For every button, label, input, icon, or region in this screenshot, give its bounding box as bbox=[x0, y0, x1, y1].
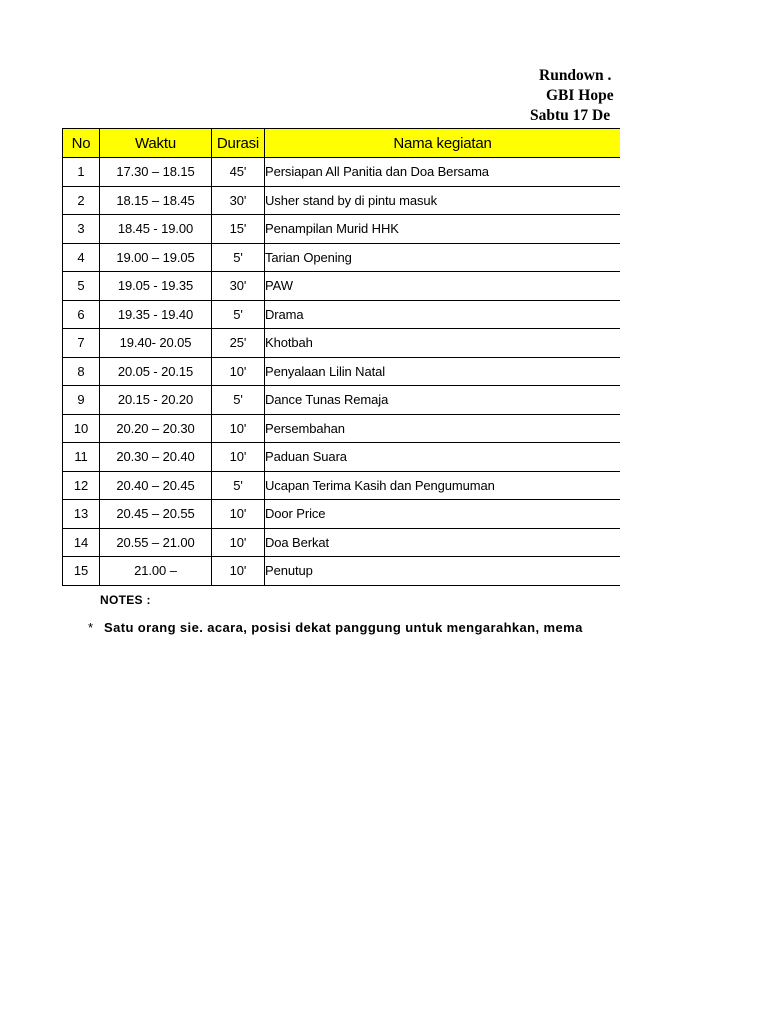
title-line-2: GBI Hope bbox=[546, 87, 614, 104]
cell-nama-kegiatan: Drama bbox=[265, 300, 621, 329]
cell-durasi: 45' bbox=[212, 158, 265, 187]
cell-waktu: 21.00 – bbox=[100, 557, 212, 586]
cell-no: 8 bbox=[63, 357, 100, 386]
table-row bbox=[63, 158, 621, 187]
cell-durasi: 10' bbox=[212, 528, 265, 557]
column-header-durasi: Durasi bbox=[212, 129, 265, 158]
cell-durasi: 5' bbox=[212, 386, 265, 415]
cell-nama-kegiatan: Dance Tunas Remaja bbox=[265, 386, 621, 415]
cell-no: 1 bbox=[63, 158, 100, 187]
cell-no: 6 bbox=[63, 300, 100, 329]
table-row bbox=[63, 215, 621, 244]
cell-waktu: 17.30 – 18.15 bbox=[100, 158, 212, 187]
cell-durasi: 5' bbox=[212, 243, 265, 272]
cell-waktu: 20.05 - 20.15 bbox=[100, 357, 212, 386]
column-header-no: No bbox=[63, 129, 100, 158]
note-bullet: * bbox=[88, 620, 94, 635]
cell-nama-kegiatan: Paduan Suara bbox=[265, 443, 621, 472]
table-row bbox=[63, 414, 621, 443]
cell-nama-kegiatan: Persiapan All Panitia dan Doa Bersama bbox=[265, 158, 621, 187]
cell-no: 10 bbox=[63, 414, 100, 443]
table-row bbox=[63, 300, 621, 329]
cell-no: 2 bbox=[63, 186, 100, 215]
cell-waktu: 19.35 - 19.40 bbox=[100, 300, 212, 329]
cell-durasi: 15' bbox=[212, 215, 265, 244]
cell-waktu: 18.45 - 19.00 bbox=[100, 215, 212, 244]
cell-nama-kegiatan: Tarian Opening bbox=[265, 243, 621, 272]
cell-durasi: 30' bbox=[212, 186, 265, 215]
cell-no: 13 bbox=[63, 500, 100, 529]
table-row bbox=[63, 528, 621, 557]
cell-durasi: 25' bbox=[212, 329, 265, 358]
table-row bbox=[63, 272, 621, 301]
cell-waktu: 20.20 – 20.30 bbox=[100, 414, 212, 443]
cell-waktu: 19.05 - 19.35 bbox=[100, 272, 212, 301]
cell-no: 7 bbox=[63, 329, 100, 358]
cell-nama-kegiatan: Door Price bbox=[265, 500, 621, 529]
table-row bbox=[63, 329, 621, 358]
title-line-1: Rundown . bbox=[539, 67, 612, 84]
table-body bbox=[63, 158, 621, 586]
cell-waktu: 19.40- 20.05 bbox=[100, 329, 212, 358]
cell-nama-kegiatan: Usher stand by di pintu masuk bbox=[265, 186, 621, 215]
cell-no: 14 bbox=[63, 528, 100, 557]
table-row bbox=[63, 386, 621, 415]
cell-waktu: 20.45 – 20.55 bbox=[100, 500, 212, 529]
cell-nama-kegiatan: Penutup bbox=[265, 557, 621, 586]
cell-no: 9 bbox=[63, 386, 100, 415]
cell-nama-kegiatan: Penampilan Murid HHK bbox=[265, 215, 621, 244]
cell-no: 11 bbox=[63, 443, 100, 472]
table-row bbox=[63, 357, 621, 386]
table-header-row bbox=[63, 129, 621, 158]
cell-nama-kegiatan: PAW bbox=[265, 272, 621, 301]
notes-label: NOTES : bbox=[100, 593, 151, 607]
table-row bbox=[63, 186, 621, 215]
cell-waktu: 20.30 – 20.40 bbox=[100, 443, 212, 472]
cell-nama-kegiatan: Doa Berkat bbox=[265, 528, 621, 557]
cell-no: 4 bbox=[63, 243, 100, 272]
cell-durasi: 10' bbox=[212, 357, 265, 386]
table-row bbox=[63, 471, 621, 500]
note-text: Satu orang sie. acara, posisi dekat panggung untuk mengarahkan, mema bbox=[104, 620, 583, 635]
note-item bbox=[88, 620, 583, 635]
table-row bbox=[63, 557, 621, 586]
cell-no: 15 bbox=[63, 557, 100, 586]
cell-durasi: 10' bbox=[212, 414, 265, 443]
cell-waktu: 18.15 – 18.45 bbox=[100, 186, 212, 215]
table-row bbox=[63, 443, 621, 472]
cell-durasi: 10' bbox=[212, 443, 265, 472]
cell-no: 5 bbox=[63, 272, 100, 301]
cell-waktu: 19.00 – 19.05 bbox=[100, 243, 212, 272]
document-title bbox=[0, 66, 620, 128]
cell-nama-kegiatan: Penyalaan Lilin Natal bbox=[265, 357, 621, 386]
cell-nama-kegiatan: Ucapan Terima Kasih dan Pengumuman bbox=[265, 471, 621, 500]
cell-nama-kegiatan: Khotbah bbox=[265, 329, 621, 358]
cell-durasi: 30' bbox=[212, 272, 265, 301]
column-header-waktu: Waktu bbox=[100, 129, 212, 158]
table-row bbox=[63, 500, 621, 529]
cell-waktu: 20.55 – 21.00 bbox=[100, 528, 212, 557]
column-header-nama-kegiatan: Nama kegiatan bbox=[265, 129, 621, 158]
cell-no: 12 bbox=[63, 471, 100, 500]
title-line-3: Sabtu 17 De bbox=[530, 107, 611, 124]
cell-waktu: 20.15 - 20.20 bbox=[100, 386, 212, 415]
cell-durasi: 10' bbox=[212, 500, 265, 529]
cell-durasi: 10' bbox=[212, 557, 265, 586]
cell-waktu: 20.40 – 20.45 bbox=[100, 471, 212, 500]
cell-durasi: 5' bbox=[212, 300, 265, 329]
cell-durasi: 5' bbox=[212, 471, 265, 500]
cell-no: 3 bbox=[63, 215, 100, 244]
table-row bbox=[63, 243, 621, 272]
schedule-table bbox=[62, 128, 620, 586]
cell-nama-kegiatan: Persembahan bbox=[265, 414, 621, 443]
